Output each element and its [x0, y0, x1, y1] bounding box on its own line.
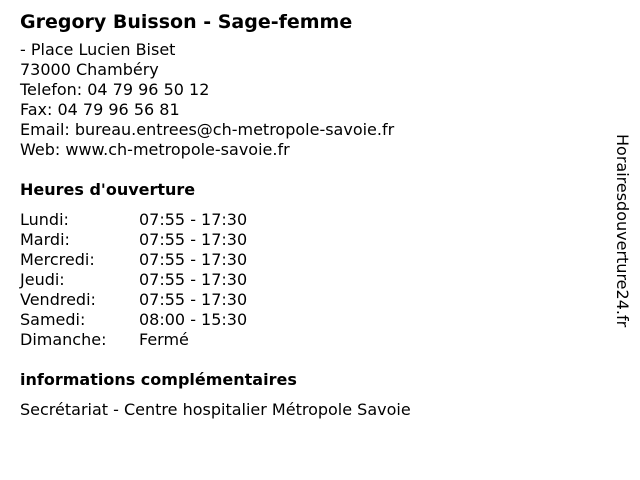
- listing-card: [20, 10, 600, 420]
- time-range: 07:55 - 17:30: [139, 270, 248, 289]
- time-range: 07:55 - 17:30: [139, 230, 248, 249]
- additional-info-text: Secrétariat - Centre hospitalier Métropole Savoie: [20, 400, 411, 419]
- hours-row-friday: [20, 290, 600, 310]
- site-watermark: Horairesdouverture24.fr: [613, 134, 632, 328]
- hours-row-thursday: [20, 270, 600, 290]
- fax-number: Fax: 04 79 96 56 81: [20, 100, 180, 119]
- opening-hours-table: [20, 210, 600, 350]
- hours-row-monday: [20, 210, 600, 230]
- city-address: 73000 Chambéry: [20, 60, 159, 79]
- time-range: 07:55 - 17:30: [139, 250, 248, 269]
- day-label: Jeudi:: [20, 270, 65, 289]
- day-label: Dimanche:: [20, 330, 107, 349]
- day-label: Lundi:: [20, 210, 69, 229]
- address-block: [20, 40, 600, 160]
- time-range: 07:55 - 17:30: [139, 290, 248, 309]
- page-title: Gregory Buisson - Sage-femme: [20, 11, 353, 33]
- opening-hours-heading: Heures d'ouverture: [20, 180, 196, 199]
- hours-row-wednesday: [20, 250, 600, 270]
- hours-row-tuesday: [20, 230, 600, 250]
- day-label: Vendredi:: [20, 290, 96, 309]
- phone-number: Telefon: 04 79 96 50 12: [20, 80, 210, 99]
- time-range: 07:55 - 17:30: [139, 210, 248, 229]
- day-label: Mercredi:: [20, 250, 95, 269]
- day-label: Samedi:: [20, 310, 86, 329]
- hours-row-saturday: [20, 310, 600, 330]
- additional-info-heading: informations complémentaires: [20, 370, 297, 389]
- time-range: Fermé: [139, 330, 189, 349]
- email-address: Email: bureau.entrees@ch-metropole-savoie.fr: [20, 120, 395, 139]
- street-address: - Place Lucien Biset: [20, 40, 176, 59]
- website-address: Web: www.ch-metropole-savoie.fr: [20, 140, 290, 159]
- hours-row-sunday: [20, 330, 600, 350]
- time-range: 08:00 - 15:30: [139, 310, 248, 329]
- day-label: Mardi:: [20, 230, 70, 249]
